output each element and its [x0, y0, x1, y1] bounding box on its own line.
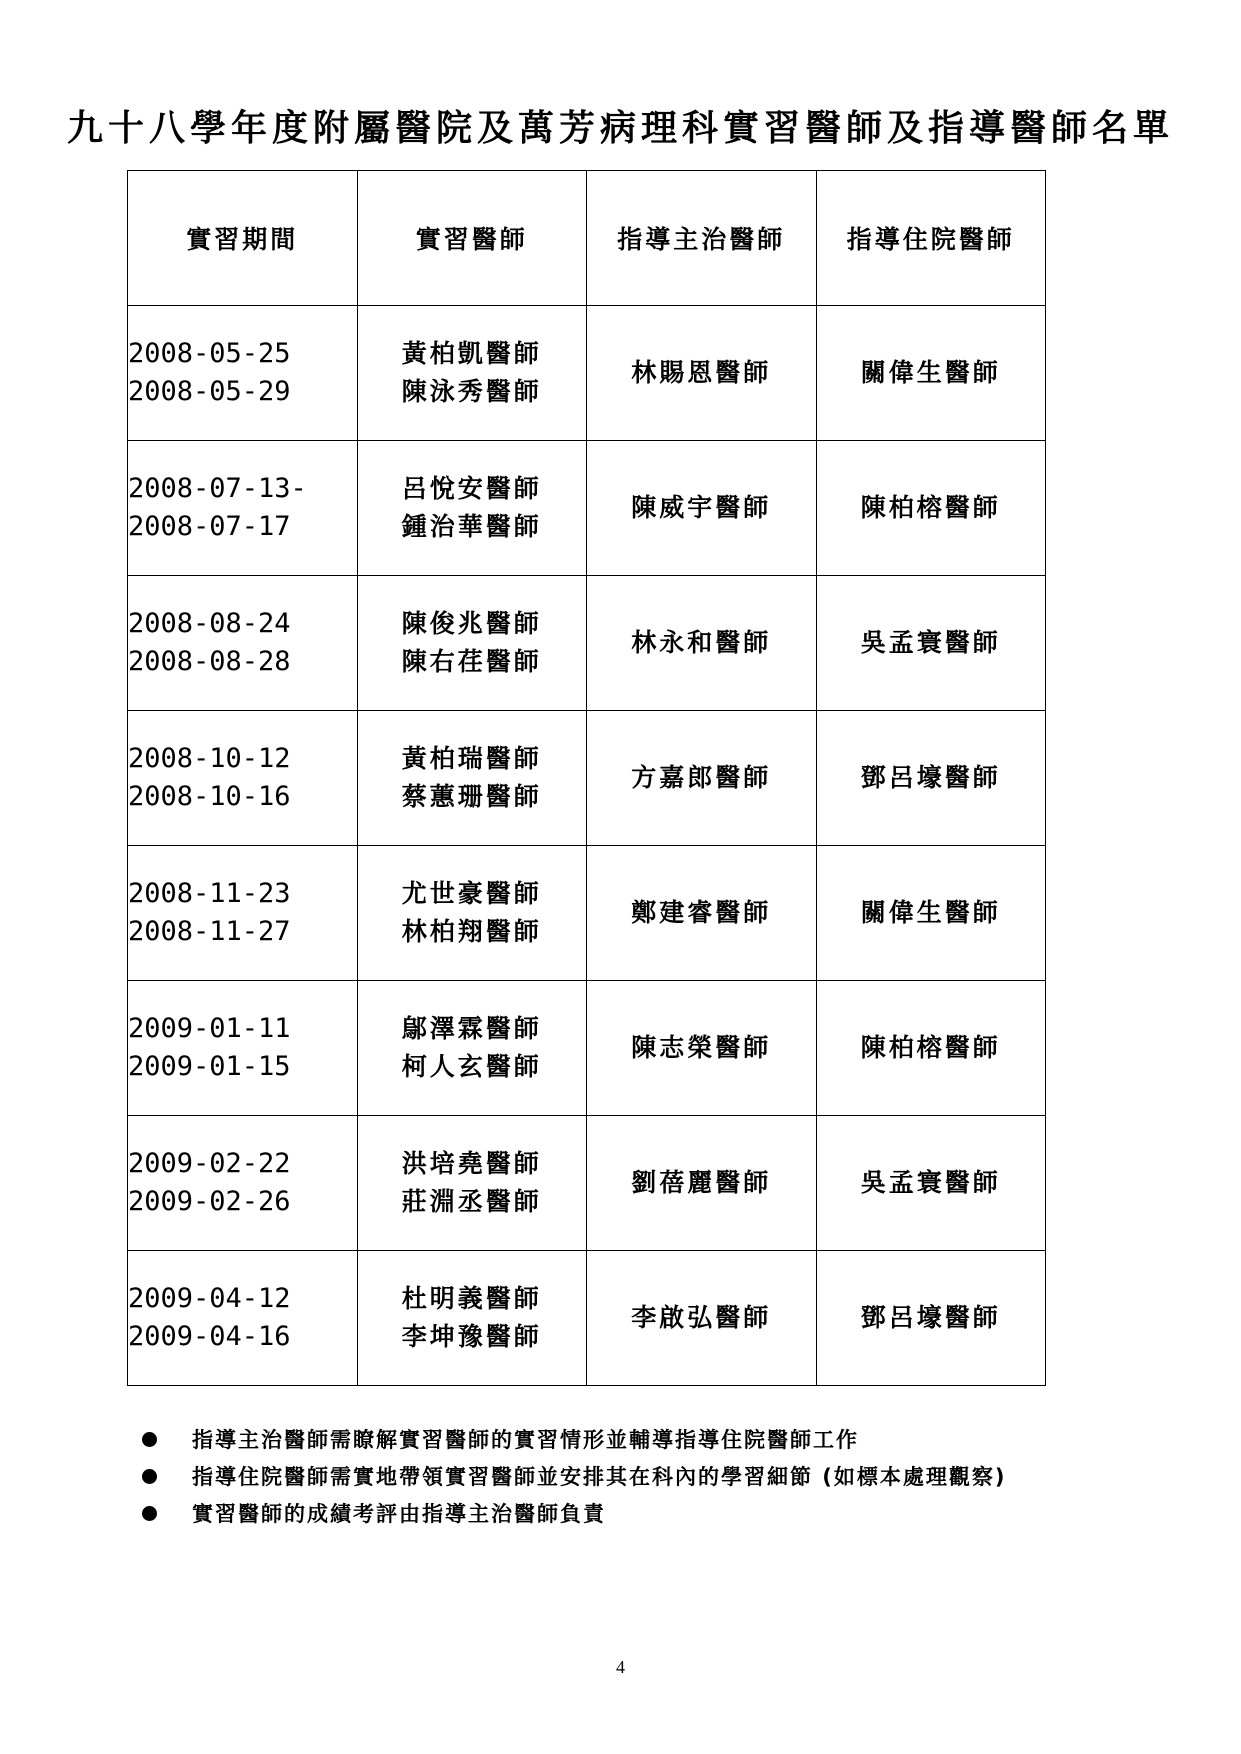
header-interns: 實習醫師 — [357, 171, 587, 306]
interns-cell — [357, 1116, 587, 1251]
header-attending: 指導主治醫師 — [587, 171, 817, 306]
intern-name: 呂悅安醫師 — [401, 474, 542, 503]
period-cell — [128, 846, 358, 981]
note-item — [140, 1459, 1007, 1496]
attending-cell: 陳志榮醫師 — [587, 981, 817, 1116]
period-cell — [128, 1251, 358, 1386]
period-start: 2008-11-23 — [128, 878, 291, 909]
table-row — [128, 441, 1046, 576]
bullet-icon — [142, 1506, 157, 1521]
intern-name: 黃柏瑞醫師 — [401, 744, 542, 773]
period-start: 2008-05-25 — [128, 338, 291, 369]
page-title: 九十八學年度附屬醫院及萬芳病理科實習醫師及指導醫師名單 — [66, 108, 1174, 149]
period-end: 2008-08-28 — [128, 646, 291, 677]
attending-cell: 鄭建睿醫師 — [587, 846, 817, 981]
intern-name: 黃柏凱醫師 — [401, 339, 542, 368]
attending-cell: 劉蓓麗醫師 — [587, 1116, 817, 1251]
interns-cell — [357, 306, 587, 441]
intern-name: 陳泳秀醫師 — [401, 377, 542, 406]
intern-name: 洪培堯醫師 — [401, 1149, 542, 1178]
intern-name: 鍾治華醫師 — [401, 512, 542, 541]
notes-list — [140, 1422, 1007, 1533]
intern-name: 杜明義醫師 — [401, 1284, 542, 1313]
intern-name: 林柏翔醫師 — [401, 917, 542, 946]
interns-cell — [357, 981, 587, 1116]
header-resident: 指導住院醫師 — [816, 171, 1046, 306]
intern-name: 尤世豪醫師 — [401, 879, 542, 908]
attending-cell: 陳威宇醫師 — [587, 441, 817, 576]
bullet-icon — [142, 1469, 157, 1484]
intern-name: 蔡蕙珊醫師 — [401, 782, 542, 811]
period-cell — [128, 711, 358, 846]
resident-cell: 吳孟寰醫師 — [816, 1116, 1046, 1251]
interns-cell — [357, 1251, 587, 1386]
note-item — [140, 1422, 1007, 1459]
period-cell — [128, 1116, 358, 1251]
table-row — [128, 306, 1046, 441]
attending-cell: 林永和醫師 — [587, 576, 817, 711]
header-period: 實習期間 — [128, 171, 358, 306]
table-header-row — [128, 171, 1046, 306]
resident-cell: 陳柏榕醫師 — [816, 441, 1046, 576]
table-row — [128, 711, 1046, 846]
note-text: 指導住院醫師需實地帶領實習醫師並安排其在科內的學習細節 (如標本處理觀察) — [192, 1465, 1007, 1489]
interns-cell — [357, 711, 587, 846]
intern-name: 莊淵丞醫師 — [401, 1187, 542, 1216]
resident-cell: 關偉生醫師 — [816, 306, 1046, 441]
period-cell — [128, 576, 358, 711]
roster-table — [127, 170, 1046, 1386]
resident-cell: 吳孟寰醫師 — [816, 576, 1046, 711]
intern-name: 柯人玄醫師 — [401, 1052, 542, 1081]
period-start: 2008-10-12 — [128, 743, 291, 774]
intern-name: 陳俊兆醫師 — [401, 609, 542, 638]
attending-cell: 李啟弘醫師 — [587, 1251, 817, 1386]
resident-cell: 鄧呂壕醫師 — [816, 1251, 1046, 1386]
period-end: 2008-10-16 — [128, 781, 291, 812]
period-cell — [128, 306, 358, 441]
period-cell — [128, 441, 358, 576]
period-start: 2008-07-13- — [128, 473, 307, 504]
table-row — [128, 846, 1046, 981]
resident-cell: 鄧呂壕醫師 — [816, 711, 1046, 846]
table-row — [128, 981, 1046, 1116]
period-start: 2008-08-24 — [128, 608, 291, 639]
note-text: 實習醫師的成績考評由指導主治醫師負責 — [192, 1502, 606, 1526]
period-end: 2009-01-15 — [128, 1051, 291, 1082]
period-cell — [128, 981, 358, 1116]
attending-cell: 林賜恩醫師 — [587, 306, 817, 441]
period-end: 2008-07-17 — [128, 511, 291, 542]
period-end: 2009-04-16 — [128, 1321, 291, 1352]
intern-name: 李坤豫醫師 — [401, 1322, 542, 1351]
attending-cell: 方嘉郎醫師 — [587, 711, 817, 846]
interns-cell — [357, 441, 587, 576]
page-number: 4 — [616, 1657, 625, 1677]
table-row — [128, 1251, 1046, 1386]
period-end: 2009-02-26 — [128, 1186, 291, 1217]
bullet-icon — [142, 1432, 157, 1447]
interns-cell — [357, 846, 587, 981]
note-text: 指導主治醫師需瞭解實習醫師的實習情形並輔導指導住院醫師工作 — [192, 1428, 859, 1452]
period-end: 2008-05-29 — [128, 376, 291, 407]
period-start: 2009-02-22 — [128, 1148, 291, 1179]
period-end: 2008-11-27 — [128, 916, 291, 947]
intern-name: 鄔澤霖醫師 — [401, 1014, 542, 1043]
table-row — [128, 1116, 1046, 1251]
interns-cell — [357, 576, 587, 711]
period-start: 2009-01-11 — [128, 1013, 291, 1044]
resident-cell: 陳柏榕醫師 — [816, 981, 1046, 1116]
table-row — [128, 576, 1046, 711]
period-start: 2009-04-12 — [128, 1283, 291, 1314]
intern-name: 陳右荏醫師 — [401, 647, 542, 676]
resident-cell: 關偉生醫師 — [816, 846, 1046, 981]
note-item — [140, 1496, 1007, 1533]
